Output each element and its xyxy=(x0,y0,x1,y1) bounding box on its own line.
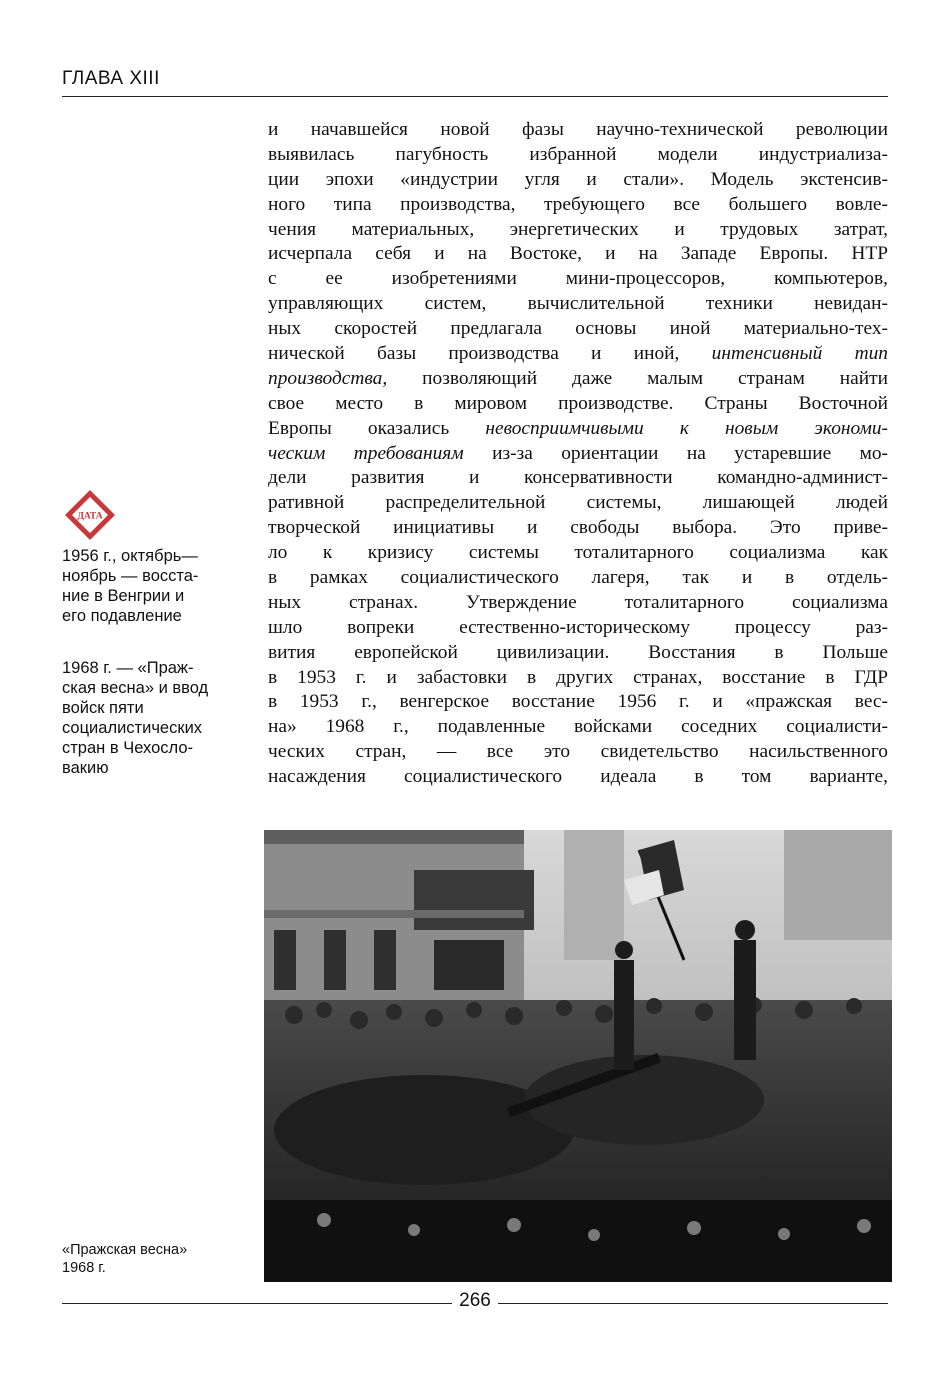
text-line xyxy=(268,417,888,442)
text-line: ративной распределительной системы, лишающей людей xyxy=(268,492,888,514)
text-segment: , позволяющий даже малым странам найти xyxy=(382,367,888,389)
side-note-line: вакию xyxy=(62,759,109,777)
text-line xyxy=(268,367,888,392)
header-rule xyxy=(62,96,888,97)
caption-line: 1968 г. xyxy=(62,1260,106,1276)
text-line: в 1953 г. и забастовки в других странах, восстание в ГДР xyxy=(268,666,888,688)
text-line: в 1953 г., венгерское восстание 1956 г. и «пражская вес- xyxy=(268,691,888,713)
photo-caption xyxy=(62,1241,187,1277)
side-note-line: 1968 г. — «Праж- xyxy=(62,659,194,677)
side-note-line: ская весна» и ввод xyxy=(62,679,209,697)
side-note-line: социалистических xyxy=(62,719,203,737)
text-line: ческих стран, — все это свидетельство насильственного xyxy=(268,741,888,763)
text-line xyxy=(268,342,888,367)
chapter-title: ГЛАВА XIII xyxy=(62,68,160,89)
text-line: управляющих систем, вычислительной техники невидан- xyxy=(268,293,888,315)
text-line: ции эпохи «индустрии угля и стали». Модель экстенсив- xyxy=(268,168,888,190)
side-note-line: ние в Венгрии и xyxy=(62,587,185,605)
text-line: дели развития и консервативности командно-админист- xyxy=(268,467,888,489)
text-line: и начавшейся новой фазы научно-технической революции xyxy=(268,119,888,140)
text-line: ло к кризису системы тоталитарного социализма как xyxy=(268,542,888,564)
text-line: чения материальных, энергетических и трудовых затрат, xyxy=(268,218,888,240)
side-note-line: 1956 г., октябрь— xyxy=(62,547,198,565)
text-segment: из-за ориентации на устаревшие мо- xyxy=(492,442,889,464)
side-note-line: стран в Чехосло- xyxy=(62,739,193,757)
italic-term: производства xyxy=(268,367,383,389)
text-line: исчерпала себя и на Востоке, и на Западе Европы. НТР xyxy=(268,243,888,265)
italic-term: невосприимчивыми к новым экономи- xyxy=(485,417,888,439)
body-text xyxy=(268,118,888,790)
text-line: ных скоростей предлагала основы иной материально-тех- xyxy=(268,318,888,340)
italic-term: ческим требованиям xyxy=(268,442,464,464)
caption-line: «Пражская весна» xyxy=(62,1242,188,1258)
side-note-prague xyxy=(62,658,242,778)
side-note-line: ноябрь — восста- xyxy=(62,567,199,585)
text-segment: Европы оказались xyxy=(268,417,450,439)
text-line: вития европейской цивилизации. Восстания в Польше xyxy=(268,641,888,663)
side-note-line: его подавление xyxy=(62,607,182,625)
italic-term: интенсивный тип xyxy=(711,343,889,365)
footer-rule-right xyxy=(498,1303,888,1304)
text-line: свое место в мировом производстве. Страны Восточной xyxy=(268,392,888,414)
text-segment: нической базы производства и иной, xyxy=(268,343,680,365)
text-line: ного типа производства, требующего все большего вовле- xyxy=(268,193,888,215)
footer-rule-left xyxy=(62,1303,452,1304)
text-line: творческой инициативы и свободы выбора. Это приве- xyxy=(268,517,888,539)
side-note-hungary xyxy=(62,546,242,626)
text-line xyxy=(268,442,888,467)
text-line: на» 1968 г., подавленные войсками соседних социалисти- xyxy=(268,716,888,738)
text-line: шло вопреки естественно-историческому процессу раз- xyxy=(268,616,888,638)
date-icon xyxy=(63,488,117,542)
text-line: ных странах. Утверждение тоталитарного социализма xyxy=(268,591,888,613)
text-line: в рамках социалистического лагеря, так и в отдель- xyxy=(268,567,888,589)
prague-spring-photo xyxy=(264,830,892,1282)
text-line: с ее изобретениями мини-процессоров, компьютеров, xyxy=(268,268,888,290)
text-line: насаждения социалистического идеала в том варианте, xyxy=(268,766,888,788)
text-line: выявилась пагубность избранной модели индустриализа- xyxy=(268,143,888,165)
side-note-line: войск пяти xyxy=(62,699,144,717)
date-icon-label: ДАТА xyxy=(77,511,103,522)
page-number: 266 xyxy=(459,1290,491,1311)
